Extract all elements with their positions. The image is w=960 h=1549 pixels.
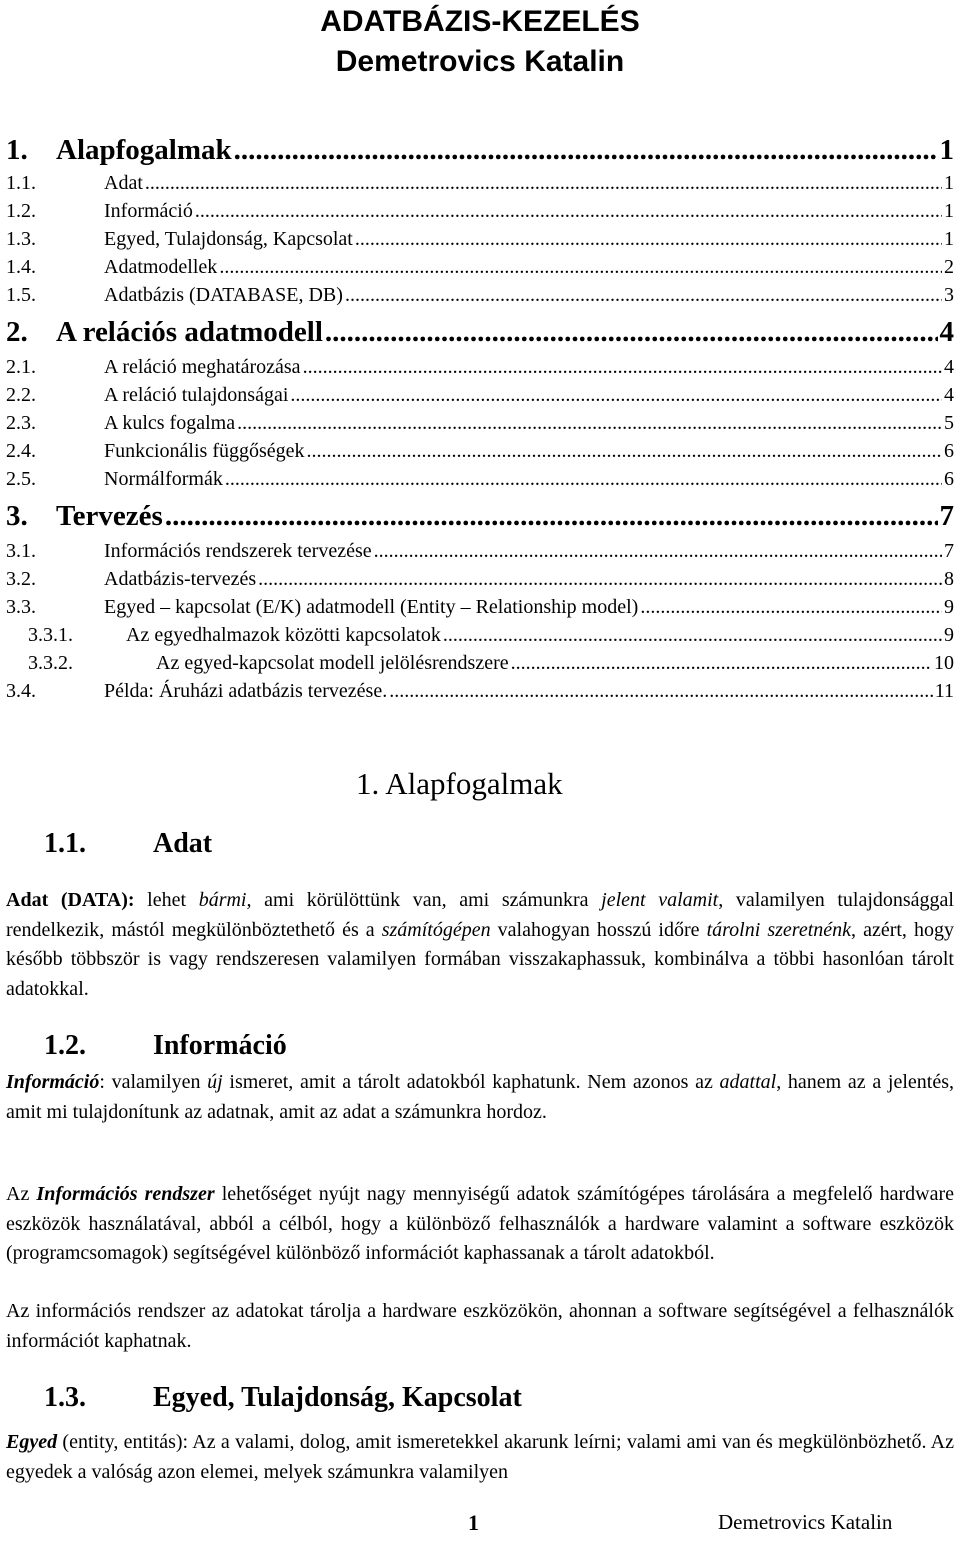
- toc-entry[interactable]: [6, 284, 954, 312]
- toc-entry[interactable]: [6, 172, 954, 200]
- toc-entry[interactable]: [6, 356, 954, 384]
- document-title: ADATBÁZIS-KEZELÉS: [320, 5, 640, 38]
- toc-entry-page: 1: [944, 172, 954, 194]
- toc-dot-leader: [355, 228, 942, 251]
- toc-entry-number: 2.1.: [6, 356, 36, 378]
- toc-entry-title: A reláció tulajdonságai: [104, 384, 289, 406]
- toc-dot-leader: [303, 356, 942, 379]
- toc-entry-title: Tervezés: [56, 500, 163, 532]
- toc-dot-leader: [511, 652, 932, 675]
- toc-dot-leader: [345, 284, 942, 307]
- section-number-1-1: 1.1.: [44, 828, 86, 859]
- toc-entry[interactable]: [6, 412, 954, 440]
- toc-entry-page: 10: [934, 652, 954, 674]
- toc-dot-leader: [237, 412, 942, 435]
- toc-entry-title: Adatbázis-tervezés: [104, 568, 257, 590]
- toc-entry[interactable]: [6, 500, 954, 536]
- toc-entry[interactable]: [6, 440, 954, 468]
- toc-entry[interactable]: [6, 596, 954, 624]
- toc-dot-leader: [443, 624, 942, 647]
- paragraph-informacio: Információ: valamilyen új ismeret, amit a tárolt adatokból kaphatunk. Nem azonos az adattal, hanem az a jelentés, amit mi tulajdonítunk az adatnak, amit az adat a számunkra hordoz.: [6, 1071, 954, 1123]
- toc-entry-title: Információ: [104, 200, 193, 222]
- toc-entry-number: 1.2.: [6, 200, 36, 222]
- paragraph-informacios-rendszer-2: Az információs rendszer az adatokat tárolja a hardware eszközökön, ahonnan a software segítségével a felhasználók információt kaphatnak.: [6, 1300, 954, 1352]
- toc-dot-leader: [225, 468, 942, 491]
- toc-dot-leader: [374, 540, 942, 563]
- toc-entry-page: 4: [944, 384, 954, 406]
- section-title-informacio: Információ: [153, 1030, 287, 1061]
- toc-entry[interactable]: [6, 540, 954, 568]
- toc-entry-title: Adat: [104, 172, 143, 194]
- paragraph-informacios-rendszer: Az Információs rendszer lehetőséget nyújt nagy mennyiségű adatok számítógépes tárolására a megfelelő hardware eszközök használatával, abból a célból, hogy a különböző felhasználók a hardware valamint a software eszközök (programcsomagok) segítségével különböző információt kaphassanak a tárolt adatokból.: [6, 1183, 954, 1264]
- toc-entry-page: 1: [944, 200, 954, 222]
- toc-entry-title: Egyed, Tulajdonság, Kapcsolat: [104, 228, 353, 250]
- toc-entry-page: 2: [944, 256, 954, 278]
- section-number-1-2: 1.2.: [44, 1030, 86, 1061]
- toc-dot-leader: [145, 172, 942, 195]
- toc-entry-number: 1.: [6, 134, 28, 166]
- toc-dot-leader: [219, 256, 942, 279]
- toc-entry[interactable]: [6, 652, 954, 680]
- toc-entry-page: 4: [944, 356, 954, 378]
- toc-entry[interactable]: [6, 384, 954, 412]
- toc-entry-page: 5: [944, 412, 954, 434]
- toc-entry-title: A kulcs fogalma: [104, 412, 236, 434]
- toc-dot-leader: [290, 384, 942, 407]
- toc-entry-title: Egyed – kapcsolat (E/K) adatmodell (Entity – Relationship model): [104, 596, 639, 618]
- toc-dot-leader: [258, 568, 942, 591]
- toc-dot-leader: [234, 134, 938, 167]
- toc-entry-title: Alapfogalmak: [56, 134, 232, 166]
- toc-entry-number: 3.2.: [6, 568, 36, 590]
- toc-entry[interactable]: [6, 468, 954, 496]
- toc-entry-page: 1: [939, 134, 954, 166]
- toc-dot-leader: [640, 596, 942, 619]
- toc-entry-number: 3.4.: [6, 680, 36, 702]
- section-number-1-3: 1.3.: [44, 1382, 86, 1413]
- toc-entry-title: Információs rendszerek tervezése: [104, 540, 372, 562]
- toc-entry-number: 2.2.: [6, 384, 36, 406]
- toc-dot-leader: [325, 316, 938, 349]
- toc-entry-number: 1.3.: [6, 228, 36, 250]
- toc-entry-page: 3: [944, 284, 954, 306]
- toc-entry-title: Funkcionális függőségek: [104, 440, 305, 462]
- toc-entry[interactable]: [6, 624, 954, 652]
- toc-entry[interactable]: [6, 316, 954, 352]
- paragraph-egyed: Egyed (entity, entitás): Az a valami, dolog, amit ismeretekkel akarunk leírni; valami ami van és megkülönbözhető. Az egyedek a valóság azon elemei, melyek számunkra valamilyen: [6, 1431, 954, 1483]
- toc-entry-page: 4: [939, 316, 954, 348]
- toc-entry[interactable]: [6, 256, 954, 284]
- toc-entry-number: 3.: [6, 500, 28, 532]
- paragraph-adat: Adat (DATA): lehet bármi, ami körülöttünk van, ami számunkra jelent valamit, valamilyen tulajdonsággal rendelkezik, mástól megkülönböztethető és a számítógépen valahogyan hosszú időre tárolni szeretnénk, azért, hogy később többször is vagy rendszeresen valamilyen formában visszakaphassuk, kombinálva a többi hasonlóan tárolt adatokkal.: [6, 889, 954, 1000]
- toc-entry-page: 1: [944, 228, 954, 250]
- toc-entry-number: 3.3.1.: [28, 624, 73, 646]
- section-title-adat: Adat: [153, 828, 213, 859]
- toc-entry[interactable]: [6, 228, 954, 256]
- toc-entry-title: A reláció meghatározása: [104, 356, 301, 378]
- toc-entry-number: 2.: [6, 316, 28, 348]
- toc-entry-title: Normálformák: [104, 468, 223, 490]
- toc-entry-number: 2.5.: [6, 468, 36, 490]
- toc-entry-number: 3.3.2.: [28, 652, 73, 674]
- toc-entry-title: Az egyed-kapcsolat modell jelölésrendszere: [156, 652, 509, 674]
- toc-entry-number: 1.5.: [6, 284, 36, 306]
- toc-dot-leader: [307, 440, 942, 463]
- toc-entry[interactable]: [6, 200, 954, 228]
- toc-entry-page: 6: [944, 440, 954, 462]
- toc-entry[interactable]: [6, 134, 954, 170]
- toc-dot-leader: [165, 500, 938, 533]
- toc-entry-title: A relációs adatmodell: [56, 316, 323, 348]
- toc-entry-page: 7: [939, 500, 954, 532]
- toc-entry-page: 9: [944, 596, 954, 618]
- toc-entry[interactable]: [6, 680, 954, 708]
- toc-dot-leader: [389, 680, 933, 703]
- toc-entry-title: Adatmodellek: [104, 256, 218, 278]
- toc-entry-page: 8: [944, 568, 954, 590]
- toc-entry-number: 3.3.: [6, 596, 36, 618]
- toc-entry-page: 7: [944, 540, 954, 562]
- document-author: Demetrovics Katalin: [335, 45, 625, 78]
- toc-entry-title: Az egyedhalmazok közötti kapcsolatok: [126, 624, 441, 646]
- page-number: 1: [468, 1510, 479, 1535]
- toc-entry-page: 6: [944, 468, 954, 490]
- toc-entry-title: Adatbázis (DATABASE, DB): [104, 284, 343, 306]
- section-title-egyed: Egyed, Tulajdonság, Kapcsolat: [153, 1382, 522, 1413]
- toc-entry-number: 1.4.: [6, 256, 36, 278]
- toc-entry-number: 2.4.: [6, 440, 36, 462]
- toc-entry-number: 3.1.: [6, 540, 36, 562]
- toc-entry-page: 9: [944, 624, 954, 646]
- toc-dot-leader: [195, 200, 942, 223]
- chapter-heading: 1. Alapfogalmak: [356, 766, 563, 801]
- footer-author: Demetrovics Katalin: [718, 1510, 893, 1534]
- toc-entry-number: 2.3.: [6, 412, 36, 434]
- toc-entry-title: Példa: Áruházi adatbázis tervezése.: [104, 680, 388, 702]
- toc-entry[interactable]: [6, 568, 954, 596]
- toc-entry-number: 1.1.: [6, 172, 36, 194]
- toc-entry-page: 11: [934, 680, 954, 702]
